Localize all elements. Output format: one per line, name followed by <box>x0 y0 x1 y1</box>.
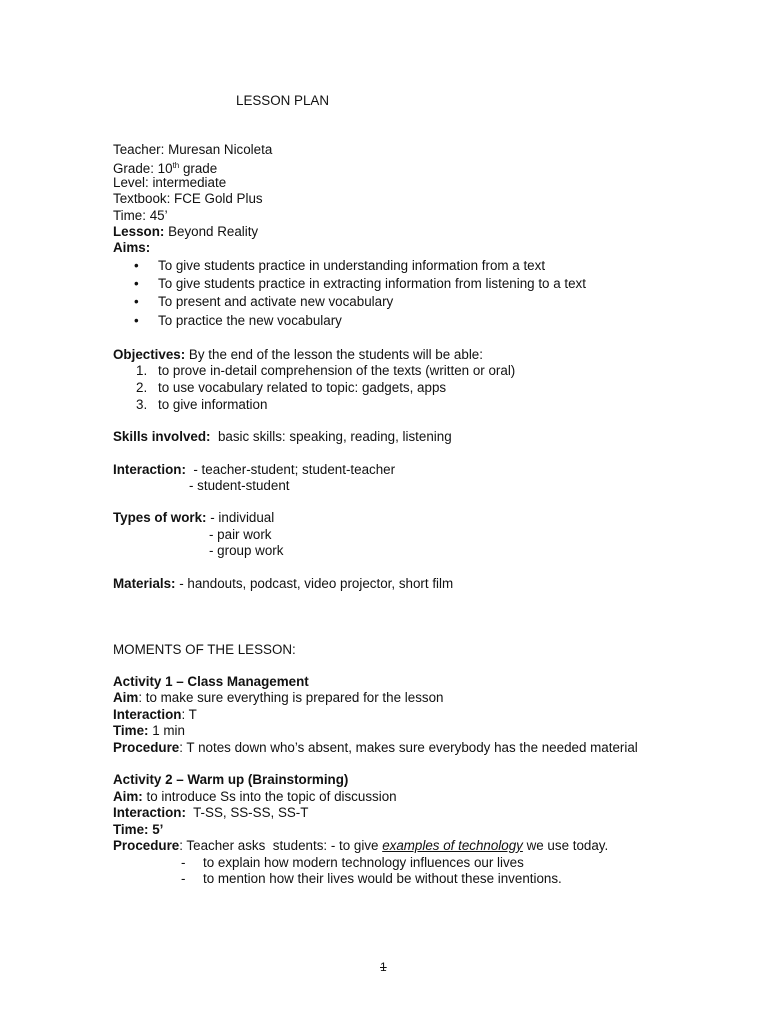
activity1-aim: Aim: to make sure everything is prepared for the lesson <box>113 690 444 705</box>
lesson-value: Beyond Reality <box>164 224 259 239</box>
moments-heading: MOMENTS OF THE LESSON: <box>113 642 296 657</box>
aim-item: To practice the new vocabulary <box>158 313 342 328</box>
page-title: LESSON PLAN <box>236 93 330 108</box>
sub-item-dash: - <box>181 855 186 870</box>
grade-superscript: th <box>172 161 180 170</box>
objectives-line <box>113 347 483 363</box>
activity2-title: Activity 2 – Warm up (Brainstorming) <box>113 772 349 787</box>
activity1-interaction: Interaction: T <box>113 707 197 722</box>
activity2-aim: Aim: to introduce Ss into the topic of discussion <box>113 789 397 804</box>
objective-number: 2. <box>136 380 148 395</box>
aims-label: Aims: <box>113 240 151 255</box>
textbook-line: Textbook: FCE Gold Plus <box>113 191 263 206</box>
activity2-time: Time: 5’ <box>113 822 164 837</box>
grade-suffix: grade <box>179 161 218 176</box>
teacher-line: Teacher: Muresan Nicoleta <box>113 142 273 157</box>
objective-number: 3. <box>136 397 148 412</box>
types-of-work-line-3: - group work <box>209 543 284 558</box>
sub-item: to mention how their lives would be without these inventions. <box>203 871 562 886</box>
lesson-label: Lesson: <box>113 224 165 239</box>
types-of-work-value: - individual <box>206 510 275 525</box>
activity2-interaction: Interaction: T-SS, SS-SS, SS-T <box>113 805 309 820</box>
materials-value: - handouts, podcast, video projector, short film <box>175 576 454 591</box>
objectives-label: Objectives: <box>113 347 186 362</box>
time-line: Time: 45’ <box>113 208 168 223</box>
objective-item: to prove in-detail comprehension of the texts (written or oral) <box>158 363 516 378</box>
sub-item: to explain how modern technology influences our lives <box>203 855 524 870</box>
types-of-work-line <box>113 510 274 526</box>
objective-item: to use vocabulary related to topic: gadgets, apps <box>158 380 447 395</box>
bullet-icon: • <box>134 258 139 273</box>
types-of-work-line-2: - pair work <box>209 527 272 542</box>
interaction-line <box>113 462 395 478</box>
aim-item: To present and activate new vocabulary <box>158 294 394 309</box>
bullet-icon: • <box>134 276 139 291</box>
level-line: Level: intermediate <box>113 175 227 190</box>
aim-item: To give students practice in understanding information from a text <box>158 258 546 273</box>
skills-label: Skills involved: <box>113 429 211 444</box>
bullet-icon: • <box>134 294 139 309</box>
grade-prefix: Grade: 10 <box>113 161 173 176</box>
activity1-time: Time: 1 min <box>113 723 185 738</box>
materials-label: Materials: <box>113 576 176 591</box>
activity1-title: Activity 1 – Class Management <box>113 674 309 689</box>
interaction-label: Interaction: <box>113 462 186 477</box>
materials-line <box>113 576 453 592</box>
skills-line <box>113 429 452 445</box>
lesson-line <box>113 224 258 240</box>
interaction-line-2: - student-student <box>189 478 290 493</box>
activity2-procedure: Procedure: Teacher asks students: - to give examples of technology we use today. <box>113 838 609 853</box>
interaction-value: - teacher-student; student-teacher <box>185 462 396 477</box>
bullet-icon: • <box>134 313 139 328</box>
sub-item-dash: - <box>181 871 186 886</box>
objectives-intro: By the end of the lesson the students will be able: <box>185 347 483 362</box>
objective-number: 1. <box>136 363 148 378</box>
aim-item: To give students practice in extracting information from listening to a text <box>158 276 586 291</box>
skills-value: basic skills: speaking, reading, listening <box>210 429 452 444</box>
examples-of-technology-link: examples of technology <box>382 838 523 853</box>
types-of-work-label: Types of work: <box>113 510 207 525</box>
activity1-procedure: Procedure: T notes down who’s absent, makes sure everybody has the needed material <box>113 740 638 755</box>
page-number: 1 <box>380 960 387 974</box>
objective-item: to give information <box>158 397 268 412</box>
